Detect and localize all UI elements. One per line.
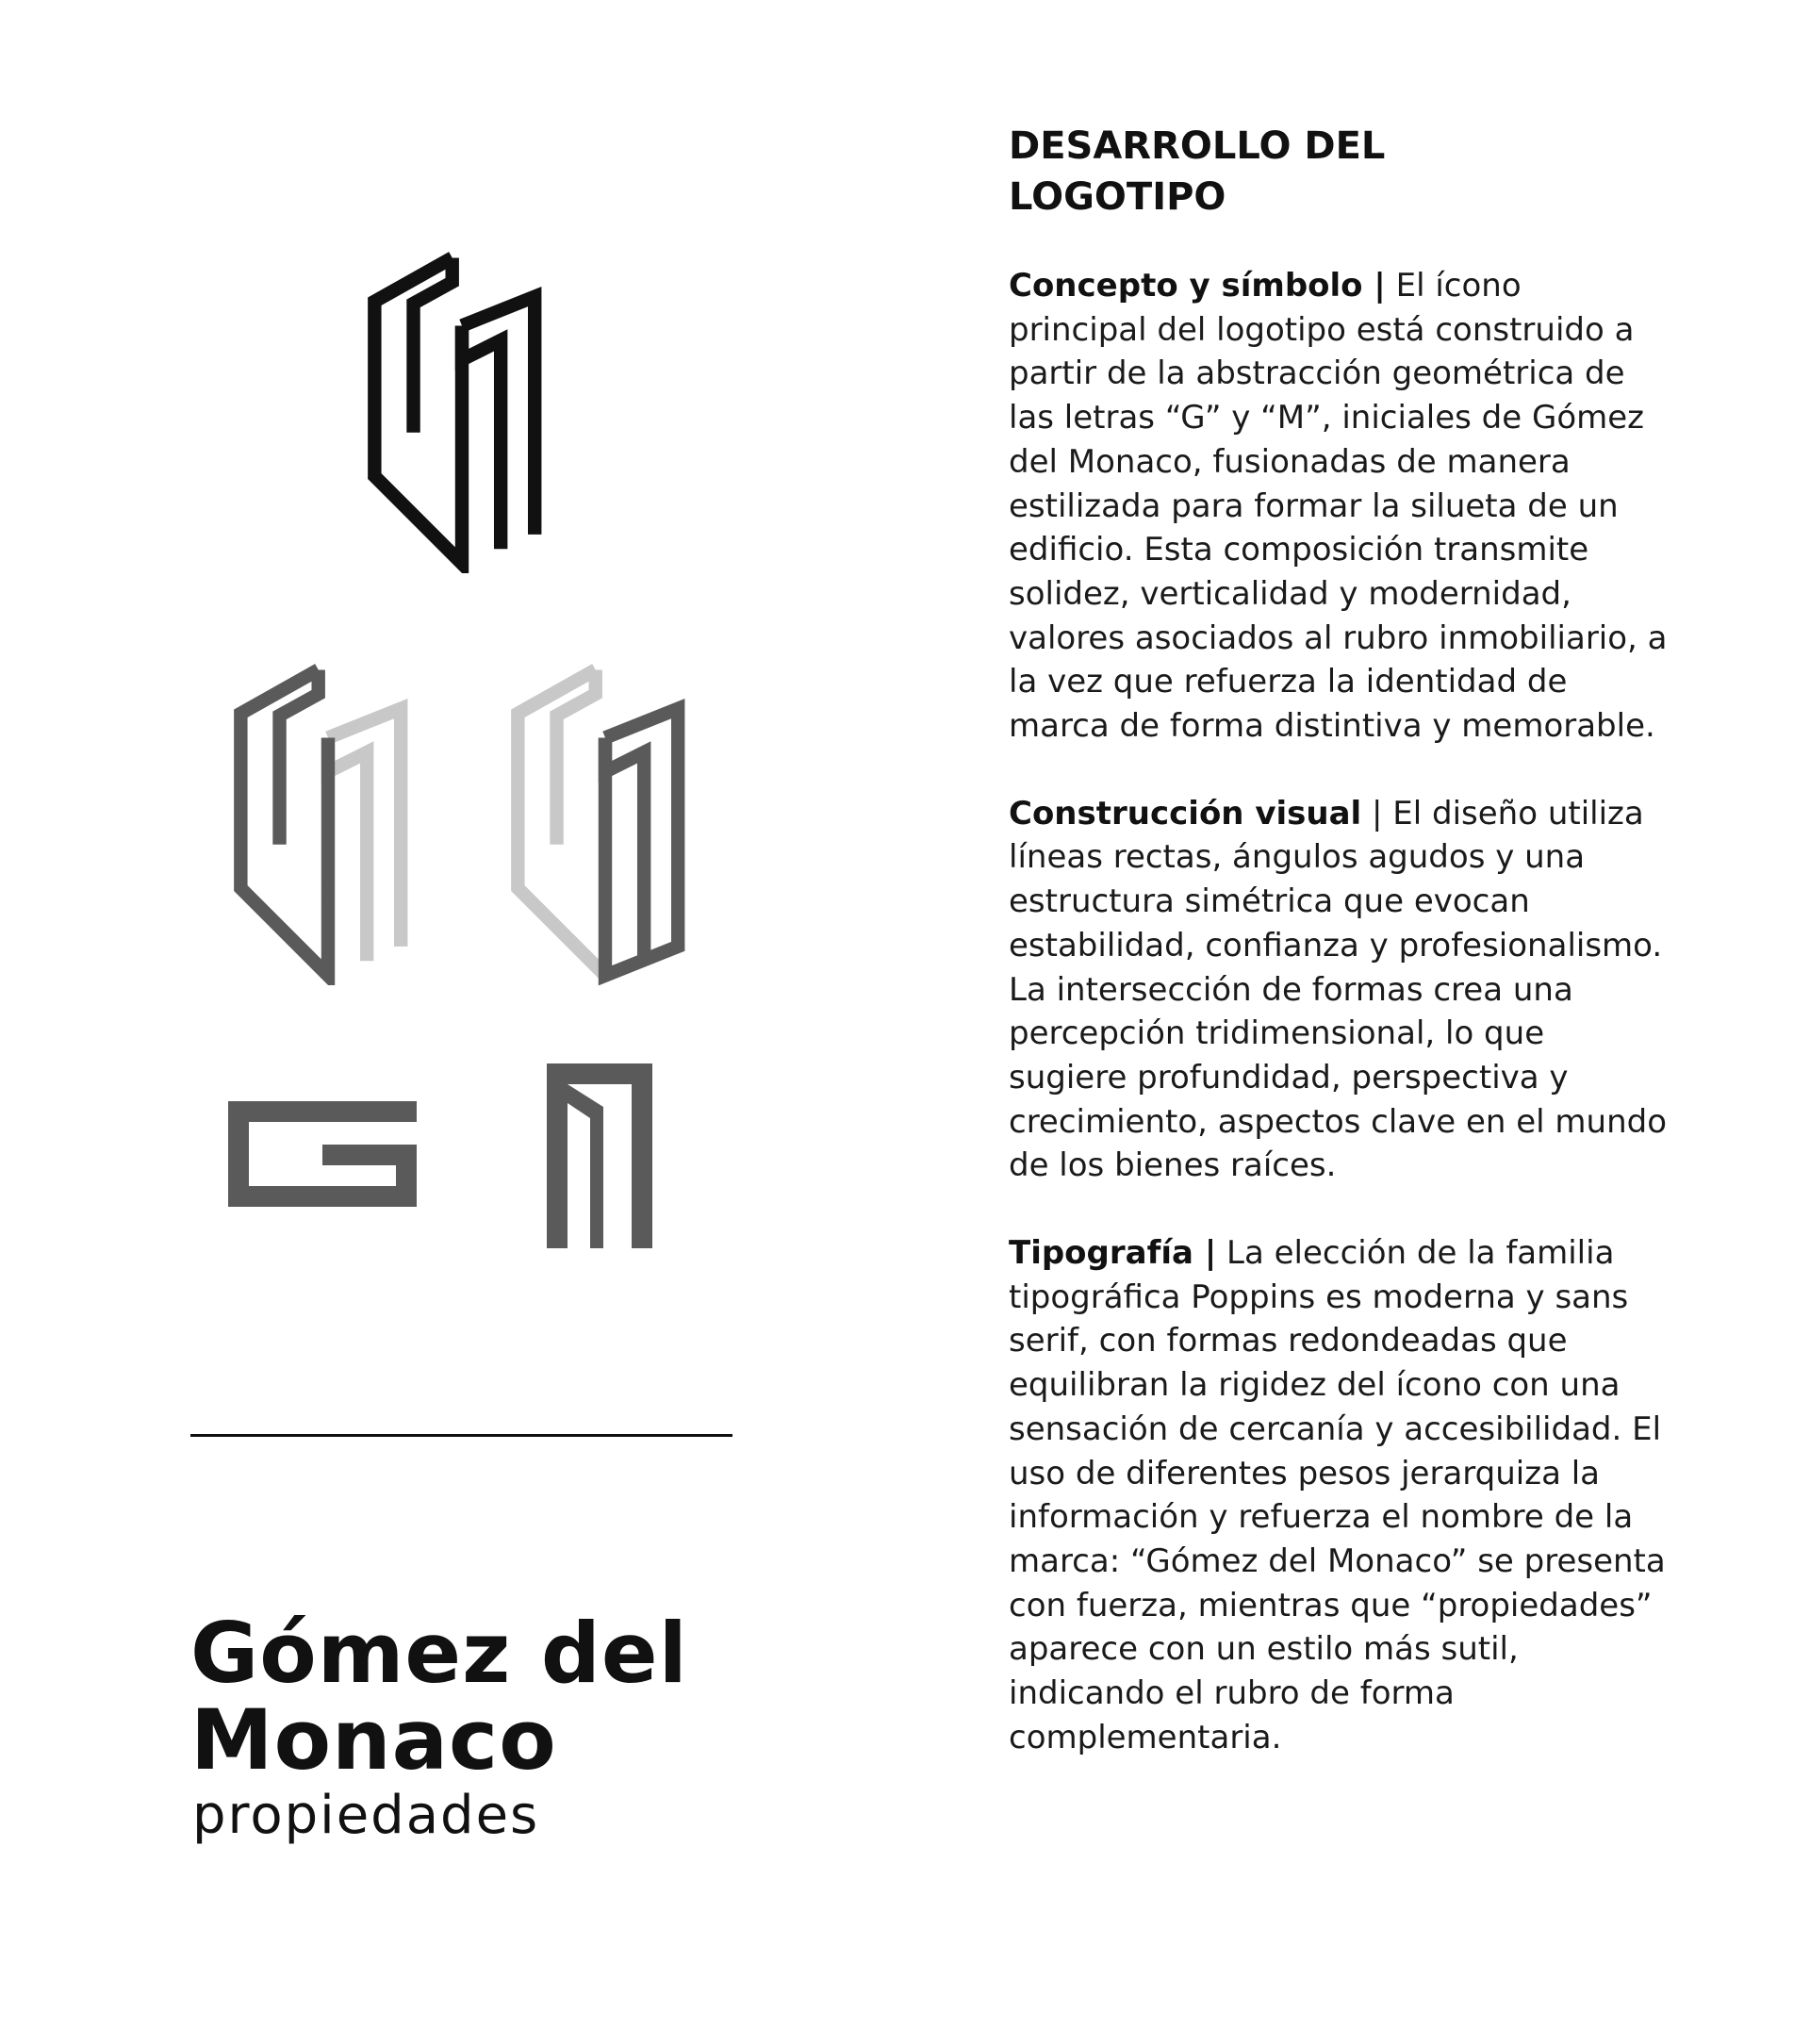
paragraph-body: La elección de la familia tipográfica Poppins es moderna y sans serif, con formas redondeadas que equilibran la rigidez del ícono con una sensación de cercanía y accesibilidad. El uso de diferentes pesos jerarquiza la información y refuerza el nombre de la marca: “Gómez del Monaco” se presenta con fuerza, mientras que “propiedades” aparece con un estilo más sutil, indicando el rubro de forma complementaria. bbox=[1009, 1234, 1666, 1756]
gm-building-logo-variant-dark-m bbox=[502, 655, 709, 985]
paragraph-typography bbox=[1009, 1231, 1669, 1759]
paragraph-body: | El diseño utiliza líneas rectas, ángulos agudos y una estructura simétrica que evocan estabilidad, confianza y profesionalismo. La intersección de formas crea una percepción tridimensional, lo que sugiere profundidad, perspectiva y crecimiento, aspectos clave en el mundo de los bienes raíces. bbox=[1009, 794, 1668, 1185]
brand-subtitle: propiedades bbox=[192, 1785, 540, 1846]
description-column bbox=[1009, 121, 1669, 1804]
g-letter-glyph bbox=[228, 1101, 417, 1207]
paragraph-construction bbox=[1009, 792, 1669, 1188]
gm-building-logo-main bbox=[358, 243, 566, 573]
divider-line bbox=[190, 1434, 732, 1437]
gm-building-logo-variant-dark-g bbox=[224, 655, 432, 985]
paragraph-body: El ícono principal del logotipo está construido a partir de la abstracción geométrica de las letras “G” y “M”, iniciales de Gómez del Monaco, fusionadas de manera estilizada para formar la silueta de un edificio. Esta composición transmite solidez, verticalidad y modernidad, valores asociados al rubro inmobiliario, a la vez que refuerza la identidad de marca de forma distintiva y memorable. bbox=[1009, 267, 1668, 746]
paragraph-concept bbox=[1009, 264, 1669, 749]
paragraph-lead: Construcción visual bbox=[1009, 794, 1362, 832]
m-letter-glyph bbox=[547, 1063, 652, 1248]
brand-name: Gómez del Monaco bbox=[190, 1605, 688, 1788]
paragraph-lead: Concepto y símbolo | bbox=[1009, 267, 1386, 305]
paragraph-lead: Tipografía | bbox=[1009, 1234, 1217, 1273]
section-title: DESARROLLO DEL LOGOTIPO bbox=[1009, 124, 1386, 219]
